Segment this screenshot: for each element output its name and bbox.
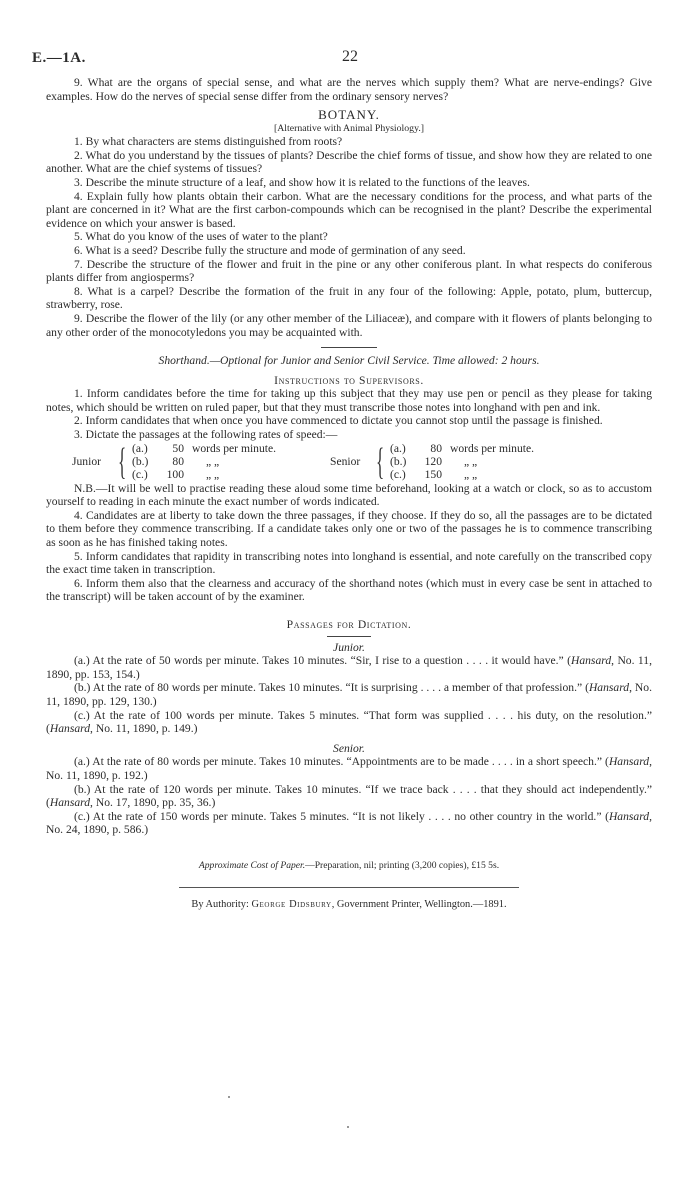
page-number: 22 [342, 48, 358, 65]
senior-heading: Senior. [333, 741, 365, 755]
senior-units: words per minute. „ „ „ „ [450, 441, 535, 482]
document-reference: E.—1A. [32, 50, 86, 66]
speck [228, 1096, 230, 1098]
junior-units: words per minute. „ „ „ „ [192, 441, 277, 482]
botany-question: 1. By what characters are stems distinguished from roots? [74, 135, 343, 149]
passages-title: Passages for Dictation. [286, 618, 412, 631]
senior-letters: (a.) (b.) (c.) [390, 441, 407, 482]
cost-of-paper: Approximate Cost of Paper.—Preparation, nil; printing (3,200 copies), £15 5s. [198, 859, 500, 871]
instructions-title: Instructions to Supervisors. [274, 373, 424, 387]
junior-label: Junior [72, 454, 101, 468]
botany-questions [46, 135, 652, 339]
dictation-passage: (b.) At the rate of 120 words per minute. Takes 10 minutes. “If we trace back . . . . that they should act independently.” (Hansard, No. 17, 1890, pp. 35, 36.) [46, 782, 652, 810]
section-divider [321, 347, 377, 348]
dictation-passage: (c.) At the rate of 150 words per minute. Takes 5 minutes. “It is not likely . . . . no other country in the world.” (Hansard, No. 24, 1890, p. 586.) [46, 809, 652, 837]
shorthand-heading: Shorthand.—Optional for Junior and Senior Civil Service. Time allowed: 2 hours. [158, 354, 540, 368]
botany-question: 6. What is a seed? Describe fully the structure and mode of germination of any seed. [74, 243, 466, 257]
junior-letters: (a.) (b.) (c.) [132, 441, 149, 482]
botany-question: 3. Describe the minute structure of a leaf, and show how it is related to the functions of the leaves. [74, 175, 530, 189]
dictation-passage: (b.) At the rate of 80 words per minute. Takes 10 minutes. “It is surprising . . . . a member of that profession.” (Hansard, No. 11, 1890, pp. 129, 130.) [46, 681, 652, 708]
instruction-item: 1. Inform candidates before the time for taking up this subject that they may use pen or pencil as they please for taking notes, which should be written on ruled paper, but that they must transcribe those notes into longhand with pen and ink. [46, 387, 652, 414]
instruction-item: 5. Inform candidates that rapidity in transcribing notes into longhand is essential, and note carefully on the transcribed copy the exact time taken in transcription. [46, 549, 652, 577]
botany-question: 7. Describe the structure of the flower and fruit in the pine or any other coniferous plant. In what respects do coniferous plants differ from angiosperms? [46, 257, 652, 285]
senior-label: Senior [330, 454, 361, 468]
passages-divider [327, 636, 371, 637]
instruction-item: 3. Dictate the passages at the following rates of speed:— [74, 428, 338, 442]
botany-question: 9. Describe the flower of the lily (or any other member of the Liliaceæ), and compare with it flowers of plants belonging to any other order of the monocotyledons you may be acquainted with. [46, 311, 652, 339]
printer-imprint: By Authority: George Didsbury, Government Printer, Wellington.—1891. [191, 898, 507, 910]
footer-divider [179, 887, 519, 888]
botany-question: 8. What is a carpel? Describe the formation of the fruit in any four of the following: Apple, potato, plum, buttercup, strawberry, rose. [46, 284, 652, 312]
botany-subtitle: [Alternative with Animal Physiology.] [273, 123, 425, 135]
junior-rates: 50 80 100 [166, 441, 184, 482]
botany-question: 2. What do you understand by the tissues of plants? Describe the chief forms of tissue, and show how they are related to one another. What are the chief systems of tissues? [46, 148, 652, 176]
dictation-passage: (a.) At the rate of 80 words per minute. Takes 10 minutes. “Appointments are to be made . . . . in a short speech.” (Hansard, No. 11, 1890, p. 192.) [46, 755, 652, 782]
junior-brace: { [118, 440, 127, 483]
instruction-item: 4. Candidates are at liberty to take down the three passages, if they choose. If they do so, all the passages are to be dictated to them before they commence transcribing. If a candidate takes only one or two of the passages he is to commence transcribing as soon as he has finished taking notes. [46, 508, 652, 550]
anatomy-question-9: 9. What are the organs of special sense, and what are the nerves which supply them? What are nerve-endings? Give examples. How do the nerves of special sense differ from the ordinary sensory nerves? [46, 76, 652, 103]
instruction-item: 6. Inform them also that the clearness and accuracy of the shorthand notes (which must in every case be sent in attached to the transcript) will be taken account of by the examiner. [46, 576, 652, 604]
botany-title: BOTANY. [318, 107, 380, 123]
botany-question: 5. What do you know of the uses of water to the plant? [74, 230, 328, 244]
junior-heading: Junior. [333, 640, 365, 654]
dictation-passage: (c.) At the rate of 100 words per minute. Takes 5 minutes. “That form was supplied . . . . his duty, on the resolution.” (Hansard, No. 11, 1890, p. 149.) [46, 708, 652, 736]
dictation-passage: (a.) At the rate of 50 words per minute. Takes 10 minutes. “Sir, I rise to a question . . . . it would have.” (Hansard, No. 11, 1890, pp. 153, 154.) [46, 654, 652, 681]
senior-brace: { [376, 440, 385, 483]
senior-rates: 80 120 150 [424, 441, 442, 482]
page-content [46, 76, 652, 911]
dictation-speed-table [46, 442, 652, 482]
nota-bene: N.B.—It will be well to practise reading these aloud some time beforehand, looking at a watch or clock, so as to accustom yourself to reading in each minute the exact number of words indicated. [46, 481, 652, 509]
instruction-item: 2. Inform candidates that when once you have commenced to dictate you cannot stop until the passage is finished. [74, 414, 603, 428]
speck [347, 1126, 349, 1128]
botany-question: 4. Explain fully how plants obtain their carbon. What are the necessary conditions for the process, and what parts of the plant are concerned in it? What are the first carbon-compounds which can be recognised in the plant? Describe the experimental evidence on which your answer is based. [46, 189, 652, 230]
